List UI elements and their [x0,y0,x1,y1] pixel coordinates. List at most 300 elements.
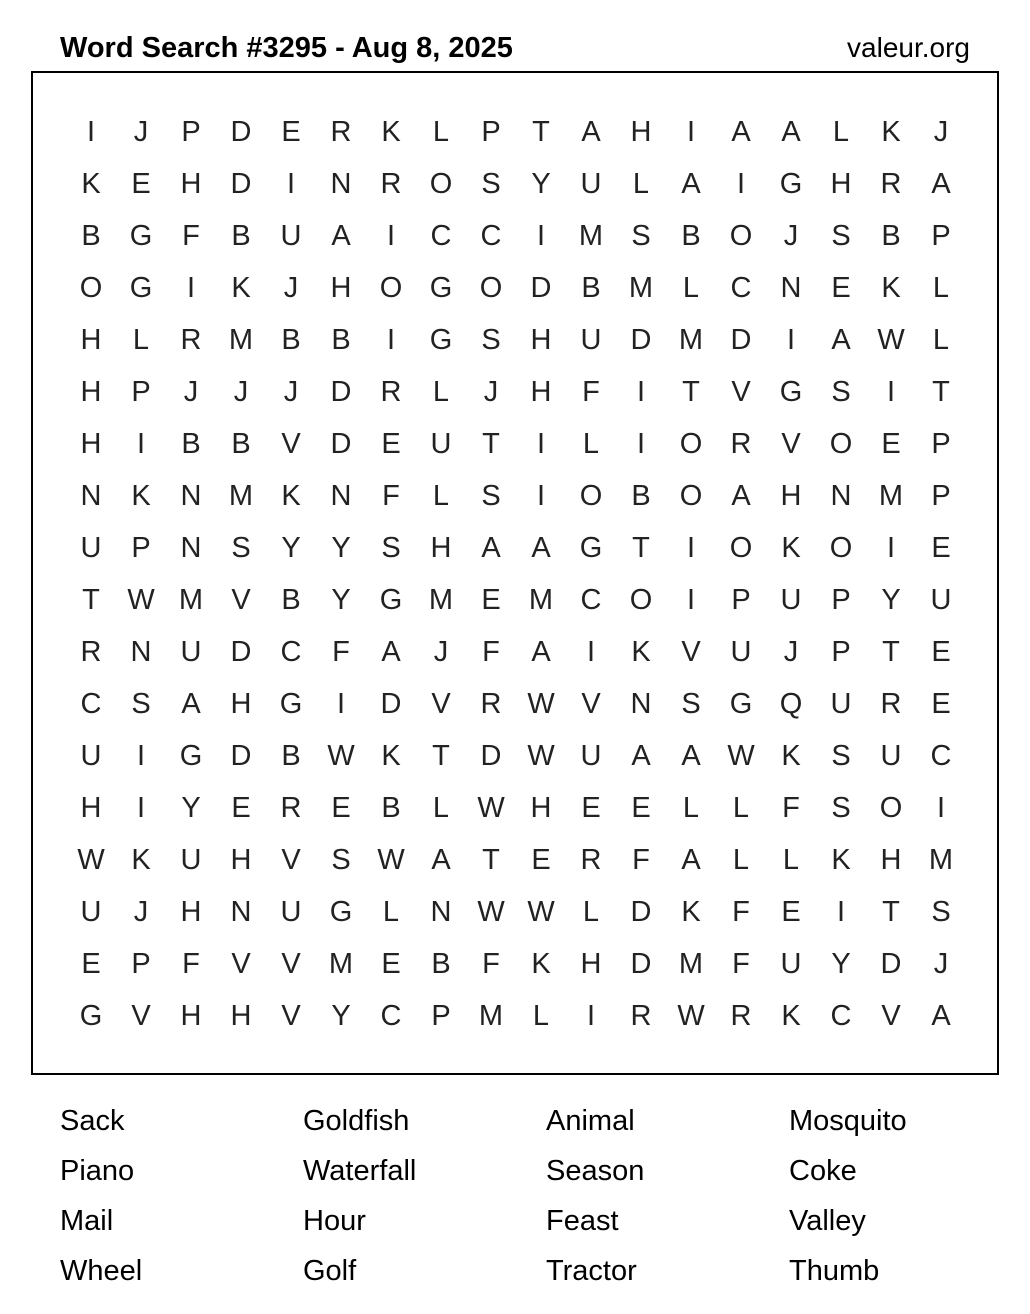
grid-cell[interactable]: J [233,376,249,408]
grid-cell[interactable]: H [580,948,602,980]
grid-cell[interactable]: E [231,792,251,824]
grid-cell[interactable]: G [329,896,353,928]
grid-cell[interactable]: H [230,844,252,876]
grid-cell[interactable]: K [231,272,251,304]
grid-cell[interactable]: E [831,272,851,304]
grid-cell[interactable]: T [482,844,500,876]
grid-cell[interactable]: R [80,636,102,668]
grid-cell[interactable]: E [381,948,401,980]
grid-cell[interactable]: R [380,168,402,200]
grid-cell[interactable]: M [178,584,204,616]
grid-cell[interactable]: L [782,844,800,876]
grid-cell[interactable]: K [381,740,401,772]
grid-cell[interactable]: J [783,636,799,668]
grid-cell[interactable]: A [931,1000,951,1032]
grid-cell[interactable]: N [230,896,252,928]
grid-cell[interactable]: W [327,740,355,772]
grid-cell[interactable]: A [731,116,751,148]
grid-cell[interactable]: M [528,584,554,616]
grid-cell[interactable]: U [780,948,802,980]
grid-cell[interactable]: E [931,636,951,668]
grid-cell[interactable]: S [481,480,501,512]
grid-cell[interactable]: J [933,948,949,980]
grid-cell[interactable]: L [632,168,650,200]
grid-cell[interactable]: B [281,324,301,356]
grid-cell[interactable]: A [931,168,951,200]
grid-cell[interactable]: V [281,428,301,460]
grid-cell[interactable]: B [381,792,401,824]
grid-cell[interactable]: K [881,116,901,148]
grid-cell[interactable]: C [730,272,752,304]
grid-cell[interactable]: I [736,168,746,200]
grid-cell[interactable]: Y [881,584,901,616]
grid-cell[interactable]: D [480,740,502,772]
grid-cell[interactable]: Y [531,168,551,200]
grid-cell[interactable]: I [686,584,696,616]
grid-cell[interactable]: I [86,116,96,148]
grid-cell[interactable]: C [280,636,302,668]
grid-cell[interactable]: U [180,844,202,876]
grid-cell[interactable]: O [379,272,403,304]
grid-cell[interactable]: V [231,584,251,616]
grid-cell[interactable]: U [580,324,602,356]
grid-cell[interactable]: J [133,896,149,928]
grid-cell[interactable]: K [131,844,151,876]
grid-cell[interactable]: E [931,532,951,564]
grid-cell[interactable]: D [230,116,252,148]
grid-cell[interactable]: J [283,376,299,408]
grid-cell[interactable]: U [730,636,752,668]
grid-cell[interactable]: A [631,740,651,772]
grid-cell[interactable]: V [431,688,451,720]
grid-cell[interactable]: F [332,636,350,668]
grid-cell[interactable]: S [831,740,851,772]
grid-cell[interactable]: H [630,116,652,148]
grid-cell[interactable]: U [780,584,802,616]
grid-cell[interactable]: A [531,636,551,668]
grid-cell[interactable]: W [877,324,905,356]
grid-cell[interactable]: C [830,1000,852,1032]
grid-cell[interactable]: I [586,1000,596,1032]
grid-cell[interactable]: F [382,480,400,512]
grid-cell[interactable]: T [682,376,700,408]
grid-cell[interactable]: O [879,792,903,824]
grid-cell[interactable]: K [631,636,651,668]
grid-cell[interactable]: R [380,376,402,408]
grid-cell[interactable]: N [430,896,452,928]
grid-cell[interactable]: R [880,688,902,720]
grid-cell[interactable]: I [186,272,196,304]
grid-cell[interactable]: D [880,948,902,980]
grid-cell[interactable]: U [580,168,602,200]
grid-cell[interactable]: N [80,480,102,512]
grid-cell[interactable]: N [180,480,202,512]
grid-cell[interactable]: G [579,532,603,564]
grid-cell[interactable]: A [181,688,201,720]
grid-cell[interactable]: T [82,584,100,616]
grid-cell[interactable]: M [678,324,704,356]
grid-cell[interactable]: M [578,220,604,252]
grid-cell[interactable]: M [428,584,454,616]
grid-cell[interactable]: S [931,896,951,928]
grid-cell[interactable]: L [532,1000,550,1032]
grid-cell[interactable]: A [681,844,701,876]
grid-cell[interactable]: T [632,532,650,564]
grid-cell[interactable]: L [582,896,600,928]
grid-cell[interactable]: V [681,636,701,668]
grid-cell[interactable]: O [729,220,753,252]
grid-cell[interactable]: W [727,740,755,772]
grid-cell[interactable]: A [681,168,701,200]
grid-cell[interactable]: J [483,376,499,408]
grid-cell[interactable]: U [80,532,102,564]
grid-cell[interactable]: K [781,532,801,564]
grid-cell[interactable]: H [530,792,552,824]
grid-cell[interactable]: I [586,636,596,668]
grid-cell[interactable]: S [231,532,251,564]
grid-cell[interactable]: S [381,532,401,564]
grid-cell[interactable]: E [931,688,951,720]
grid-cell[interactable]: M [328,948,354,980]
grid-cell[interactable]: B [431,948,451,980]
grid-cell[interactable]: G [429,272,453,304]
grid-cell[interactable]: S [681,688,701,720]
grid-cell[interactable]: W [477,792,505,824]
grid-cell[interactable]: B [631,480,651,512]
grid-cell[interactable]: P [131,948,151,980]
grid-cell[interactable]: P [731,584,751,616]
grid-cell[interactable]: W [377,844,405,876]
grid-cell[interactable]: Y [181,792,201,824]
grid-cell[interactable]: O [579,480,603,512]
grid-cell[interactable]: S [831,376,851,408]
grid-cell[interactable]: U [580,740,602,772]
grid-cell[interactable]: M [678,948,704,980]
grid-cell[interactable]: A [581,116,601,148]
grid-cell[interactable]: W [127,584,155,616]
grid-cell[interactable]: M [228,324,254,356]
grid-cell[interactable]: K [681,896,701,928]
grid-cell[interactable]: M [628,272,654,304]
grid-cell[interactable]: H [80,324,102,356]
grid-cell[interactable]: P [481,116,501,148]
grid-cell[interactable]: Y [331,532,351,564]
grid-cell[interactable]: U [280,220,302,252]
grid-cell[interactable]: W [677,1000,705,1032]
grid-cell[interactable]: H [430,532,452,564]
grid-cell[interactable]: T [882,896,900,928]
grid-cell[interactable]: C [80,688,102,720]
grid-cell[interactable]: T [532,116,550,148]
grid-cell[interactable]: L [732,792,750,824]
grid-cell[interactable]: T [482,428,500,460]
grid-cell[interactable]: M [878,480,904,512]
grid-cell[interactable]: Y [281,532,301,564]
grid-cell[interactable]: H [230,1000,252,1032]
grid-cell[interactable]: P [431,1000,451,1032]
grid-cell[interactable]: K [81,168,101,200]
grid-cell[interactable]: M [228,480,254,512]
grid-cell[interactable]: T [882,636,900,668]
grid-cell[interactable]: R [280,792,302,824]
grid-cell[interactable]: P [931,220,951,252]
grid-cell[interactable]: I [536,480,546,512]
grid-cell[interactable]: P [131,376,151,408]
grid-cell[interactable]: A [381,636,401,668]
grid-cell[interactable]: R [580,844,602,876]
grid-cell[interactable]: B [231,428,251,460]
grid-cell[interactable]: L [582,428,600,460]
grid-cell[interactable]: E [281,116,301,148]
grid-cell[interactable]: I [886,532,896,564]
grid-cell[interactable]: P [831,636,851,668]
grid-cell[interactable]: H [780,480,802,512]
grid-cell[interactable]: T [932,376,950,408]
grid-cell[interactable]: N [330,168,352,200]
grid-cell[interactable]: V [281,948,301,980]
grid-cell[interactable]: A [731,480,751,512]
grid-cell[interactable]: V [881,1000,901,1032]
grid-cell[interactable]: M [478,1000,504,1032]
grid-cell[interactable]: D [630,324,652,356]
grid-cell[interactable]: W [527,740,555,772]
grid-cell[interactable]: D [730,324,752,356]
grid-cell[interactable]: C [480,220,502,252]
grid-cell[interactable]: U [80,740,102,772]
grid-cell[interactable]: Q [779,688,803,720]
grid-cell[interactable]: W [527,688,555,720]
grid-cell[interactable]: B [331,324,351,356]
grid-cell[interactable]: I [686,532,696,564]
grid-cell[interactable]: H [180,168,202,200]
grid-cell[interactable]: I [786,324,796,356]
grid-cell[interactable]: H [80,376,102,408]
grid-cell[interactable]: B [181,428,201,460]
grid-cell[interactable]: S [831,220,851,252]
grid-cell[interactable]: W [527,896,555,928]
grid-cell[interactable]: H [530,376,552,408]
grid-cell[interactable]: I [136,740,146,772]
grid-cell[interactable]: R [330,116,352,148]
grid-cell[interactable]: F [482,948,500,980]
grid-cell[interactable]: L [432,376,450,408]
grid-cell[interactable]: K [881,272,901,304]
grid-cell[interactable]: V [781,428,801,460]
grid-cell[interactable]: U [830,688,852,720]
grid-cell[interactable]: B [281,740,301,772]
grid-cell[interactable]: A [531,532,551,564]
grid-cell[interactable]: G [779,376,803,408]
grid-cell[interactable]: S [831,792,851,824]
grid-cell[interactable]: H [530,324,552,356]
grid-cell[interactable]: G [129,272,153,304]
grid-cell[interactable]: C [430,220,452,252]
grid-cell[interactable]: V [281,844,301,876]
grid-cell[interactable]: E [631,792,651,824]
grid-cell[interactable]: P [931,428,951,460]
grid-cell[interactable]: S [131,688,151,720]
grid-cell[interactable]: E [331,792,351,824]
grid-cell[interactable]: Y [331,1000,351,1032]
grid-cell[interactable]: N [780,272,802,304]
grid-cell[interactable]: E [781,896,801,928]
grid-cell[interactable]: K [281,480,301,512]
grid-cell[interactable]: I [536,428,546,460]
grid-cell[interactable]: I [386,220,396,252]
grid-cell[interactable]: O [79,272,103,304]
grid-cell[interactable]: H [330,272,352,304]
grid-cell[interactable]: L [932,272,950,304]
grid-cell[interactable]: R [630,1000,652,1032]
grid-cell[interactable]: A [781,116,801,148]
grid-cell[interactable]: H [80,792,102,824]
grid-cell[interactable]: F [732,896,750,928]
grid-cell[interactable]: U [430,428,452,460]
grid-cell[interactable]: G [379,584,403,616]
grid-cell[interactable]: U [880,740,902,772]
grid-cell[interactable]: K [381,116,401,148]
grid-cell[interactable]: D [230,636,252,668]
grid-cell[interactable]: G [779,168,803,200]
grid-cell[interactable]: O [829,532,853,564]
grid-cell[interactable]: J [133,116,149,148]
grid-cell[interactable]: F [182,220,200,252]
grid-cell[interactable]: H [180,1000,202,1032]
grid-cell[interactable]: E [481,584,501,616]
grid-cell[interactable]: I [836,896,846,928]
grid-cell[interactable]: V [231,948,251,980]
grid-cell[interactable]: D [230,168,252,200]
grid-cell[interactable]: L [682,272,700,304]
grid-cell[interactable]: L [432,116,450,148]
grid-cell[interactable]: N [330,480,352,512]
grid-cell[interactable]: J [933,116,949,148]
grid-cell[interactable]: I [386,324,396,356]
grid-cell[interactable]: U [930,584,952,616]
grid-cell[interactable]: F [482,636,500,668]
grid-cell[interactable]: G [279,688,303,720]
grid-cell[interactable]: G [729,688,753,720]
grid-cell[interactable]: A [681,740,701,772]
grid-cell[interactable]: R [730,428,752,460]
grid-cell[interactable]: I [136,428,146,460]
grid-cell[interactable]: E [381,428,401,460]
grid-cell[interactable]: E [581,792,601,824]
grid-cell[interactable]: K [831,844,851,876]
grid-cell[interactable]: K [781,1000,801,1032]
grid-cell[interactable]: D [630,896,652,928]
grid-cell[interactable]: H [180,896,202,928]
grid-cell[interactable]: Y [331,584,351,616]
grid-cell[interactable]: I [136,792,146,824]
grid-cell[interactable]: H [880,844,902,876]
grid-cell[interactable]: L [132,324,150,356]
grid-cell[interactable]: P [831,584,851,616]
grid-cell[interactable]: F [182,948,200,980]
grid-cell[interactable]: D [230,740,252,772]
grid-cell[interactable]: I [886,376,896,408]
grid-cell[interactable]: T [432,740,450,772]
grid-cell[interactable]: F [632,844,650,876]
grid-cell[interactable]: I [336,688,346,720]
grid-cell[interactable]: I [636,376,646,408]
grid-cell[interactable]: H [830,168,852,200]
grid-cell[interactable]: P [931,480,951,512]
grid-cell[interactable]: U [80,896,102,928]
grid-cell[interactable]: L [432,792,450,824]
grid-cell[interactable]: N [180,532,202,564]
grid-cell[interactable]: K [131,480,151,512]
grid-cell[interactable]: E [881,428,901,460]
grid-cell[interactable]: L [832,116,850,148]
grid-cell[interactable]: K [531,948,551,980]
grid-cell[interactable]: G [79,1000,103,1032]
grid-cell[interactable]: R [730,1000,752,1032]
grid-cell[interactable]: S [481,324,501,356]
grid-cell[interactable]: R [180,324,202,356]
grid-cell[interactable]: D [330,376,352,408]
grid-cell[interactable]: V [131,1000,151,1032]
grid-cell[interactable]: I [536,220,546,252]
grid-cell[interactable]: M [928,844,954,876]
grid-cell[interactable]: O [429,168,453,200]
grid-cell[interactable]: L [682,792,700,824]
grid-cell[interactable]: N [830,480,852,512]
grid-cell[interactable]: G [179,740,203,772]
grid-cell[interactable]: S [331,844,351,876]
grid-cell[interactable]: O [629,584,653,616]
grid-cell[interactable]: D [380,688,402,720]
grid-cell[interactable]: E [81,948,101,980]
grid-cell[interactable]: F [732,948,750,980]
grid-cell[interactable]: D [630,948,652,980]
grid-cell[interactable]: S [481,168,501,200]
grid-cell[interactable]: U [180,636,202,668]
grid-cell[interactable]: R [480,688,502,720]
grid-cell[interactable]: K [781,740,801,772]
grid-cell[interactable]: B [581,272,601,304]
grid-cell[interactable]: V [281,1000,301,1032]
grid-cell[interactable]: O [829,428,853,460]
grid-cell[interactable]: B [231,220,251,252]
grid-cell[interactable]: L [932,324,950,356]
grid-cell[interactable]: J [433,636,449,668]
grid-cell[interactable]: D [530,272,552,304]
grid-cell[interactable]: J [783,220,799,252]
grid-cell[interactable]: R [880,168,902,200]
grid-cell[interactable]: Y [831,948,851,980]
grid-cell[interactable]: J [183,376,199,408]
grid-cell[interactable]: N [130,636,152,668]
grid-cell[interactable]: H [230,688,252,720]
grid-cell[interactable]: E [131,168,151,200]
grid-cell[interactable]: L [732,844,750,876]
grid-cell[interactable]: B [681,220,701,252]
grid-cell[interactable]: C [580,584,602,616]
grid-cell[interactable]: O [679,480,703,512]
grid-cell[interactable]: I [936,792,946,824]
grid-cell[interactable]: I [636,428,646,460]
grid-cell[interactable]: A [431,844,451,876]
grid-cell[interactable]: J [283,272,299,304]
grid-cell[interactable]: N [630,688,652,720]
grid-cell[interactable]: A [481,532,501,564]
grid-cell[interactable]: V [731,376,751,408]
grid-cell[interactable]: I [286,168,296,200]
grid-cell[interactable]: I [686,116,696,148]
grid-cell[interactable]: P [131,532,151,564]
grid-cell[interactable]: H [80,428,102,460]
